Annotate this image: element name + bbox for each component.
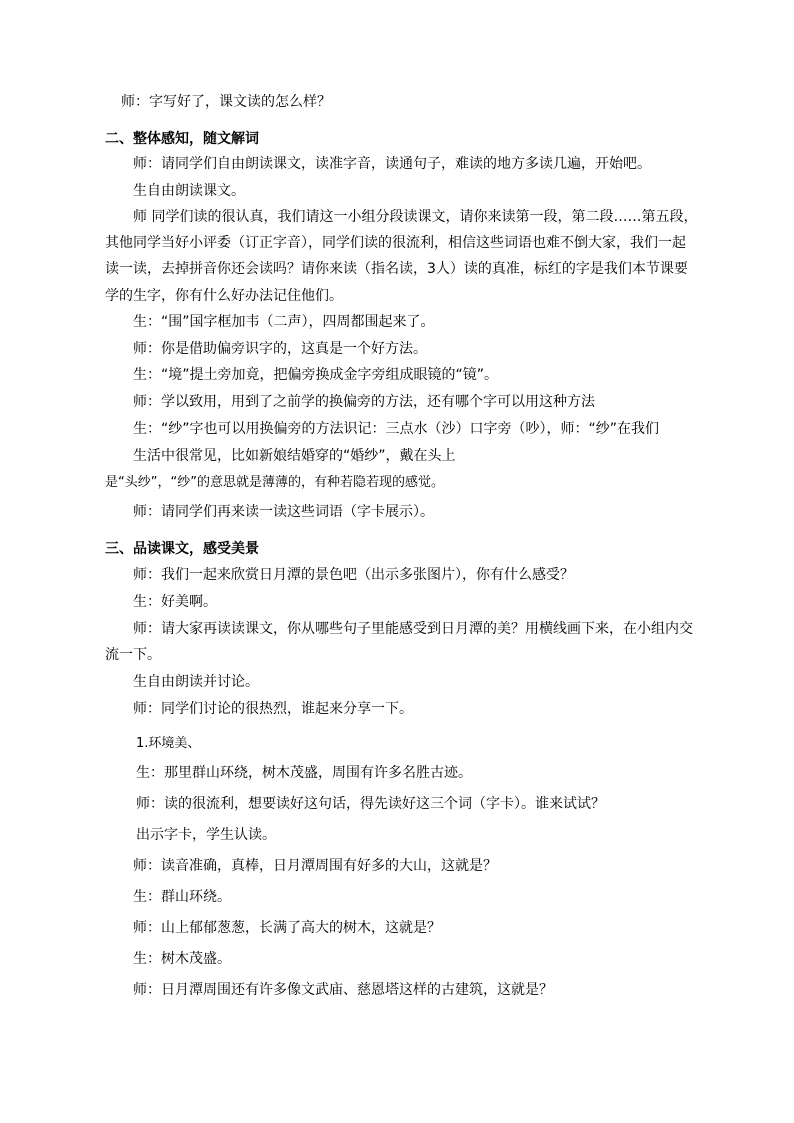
text-line: 读一读，去掉拼音你还会读吗？请你来读（指名读，3人）读的真准，标红的字是我们本节课要 [105, 261, 688, 277]
text-line: 师：读的很流利，想要读好这句话，得先读好这三个词（字卡）。谁来试试？ [136, 796, 605, 812]
text-line: 生：那里群山环绕，树木茂盛，周围有许多名胜古迹。 [136, 765, 472, 781]
text-line: 生：“围”国字框加韦（二声），四周都围起来了。 [133, 314, 435, 330]
text-line: 师：我们一起来欣赏日月潭的景色吧（出示多张图片），你有什么感受？ [133, 567, 574, 583]
text-line: 生：好美啊。 [133, 594, 217, 610]
text-line: 流一下。 [105, 647, 161, 663]
text-line: 师：日月潭周围还有许多像文武庙、慈恩塔这样的古建筑，这就是？ [133, 982, 553, 998]
text-line: 师 同学们读的很认真，我们请这一小组分段读课文，请你来读第一段，第二段……第五段， [133, 209, 698, 225]
text-line: 出示字卡，学生认读。 [136, 827, 276, 843]
list-item: 1.环境美、 [136, 736, 201, 751]
text-line: 师：请同学们再来读一读这些词语（字卡展示）。 [133, 504, 434, 520]
section-heading: 二、整体感知，随文解词 [105, 131, 259, 147]
text-line: 生自由朗读并讨论。 [133, 674, 259, 690]
text-line: 学的生字，你有什么好办法记住他们。 [105, 288, 343, 304]
text-line: 师：请大家再读读课文，你从哪些句子里能感受到日月潭的美？用横线画下来，在小组内交 [133, 621, 693, 637]
text-line: 生：树木茂盛。 [133, 951, 231, 967]
text-line: 师：你是借助偏旁识字的，这真是一个好方法。 [133, 341, 427, 357]
text-line: 师：学以致用，用到了之前学的换偏旁的方法，还有哪个字可以用这种方法 [133, 394, 595, 410]
text-line: 生活中很常见，比如新娘结婚穿的“婚纱”，戴在头上 [133, 448, 456, 464]
text-line: 师：同学们讨论的很热烈，谁起来分享一下。 [133, 701, 413, 717]
text-line: 生自由朗读课文。 [133, 183, 245, 199]
text-line: 其他同学当好小评委（订正字音），同学们读的很流利，相信这些词语也难不倒大家，我们一起 [105, 235, 686, 251]
text-line: 生：群山环绕。 [133, 889, 231, 905]
section-heading: 三、品读课文，感受美景 [105, 541, 259, 557]
text-line: 师：山上郁郁葱葱，长满了高大的树木，这就是？ [133, 920, 441, 936]
text-line: 是“头纱”，“纱”的意思就是薄薄的，有种若隐若现的感觉。 [105, 475, 444, 490]
text-line: 师：读音准确，真棒，日月潭周围有好多的大山，这就是？ [133, 858, 497, 874]
text-line: 师：请同学们自由朗读课文，读准字音，读通句子，难读的地方多读几遍，开始吧。 [133, 156, 651, 172]
text-line: 生：“纱”字也可以用换偏旁的方法识记：三点水（沙）口字旁（吵），师：“纱”在我们 [133, 421, 660, 437]
text-line: 生：“境”提土旁加竟，把偏旁换成金字旁组成眼镜的“镜”。 [133, 367, 499, 383]
text-line: 师：字写好了，课文读的怎么样？ [121, 94, 331, 110]
